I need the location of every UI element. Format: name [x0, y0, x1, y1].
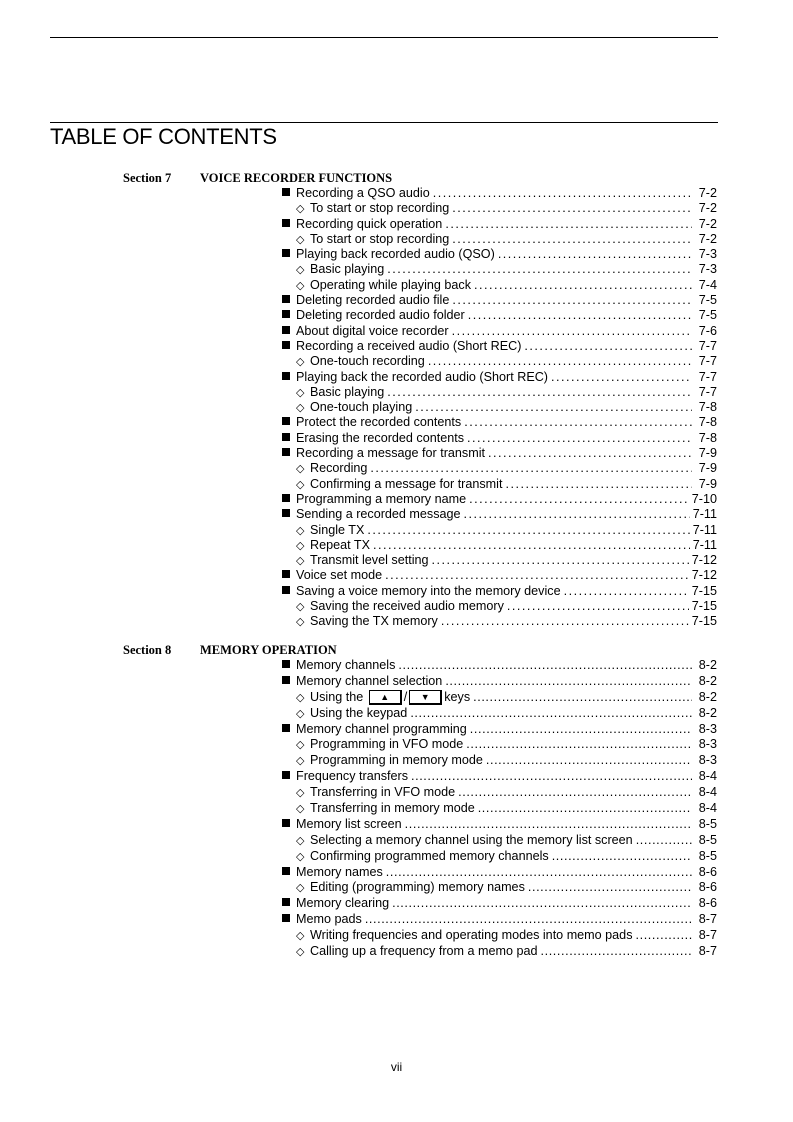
toc-entry-page: 7-7 — [698, 384, 717, 399]
toc-entry-page: 7-11 — [692, 522, 717, 537]
dot-leader — [524, 339, 692, 354]
toc-entry-label: Basic playing — [310, 384, 385, 399]
square-bullet-icon — [282, 186, 296, 201]
dot-leader — [385, 568, 689, 583]
toc-entry[interactable] — [282, 912, 717, 928]
section-8-name: MEMORY OPERATION — [200, 643, 337, 657]
square-bullet-icon — [282, 293, 296, 308]
diamond-bullet-icon — [282, 523, 310, 539]
toc-entry[interactable] — [282, 690, 717, 706]
toc-entry[interactable] — [282, 737, 717, 753]
dot-leader — [466, 737, 692, 753]
square-bullet-icon — [282, 308, 296, 323]
toc-entry[interactable] — [282, 278, 717, 293]
toc-entry[interactable] — [282, 461, 717, 476]
toc-entry-label: Deleting recorded audio file — [296, 293, 450, 308]
toc-entry-label: Memory channel selection — [296, 673, 443, 688]
toc-entry-page: 7-11 — [692, 537, 717, 552]
toc-entry-page: 7-5 — [698, 308, 717, 323]
dot-leader — [432, 553, 689, 568]
toc-entry-page: 8-4 — [698, 801, 717, 816]
key-separator: / — [403, 689, 408, 704]
square-bullet-icon — [282, 817, 296, 833]
dot-leader — [564, 584, 689, 599]
toc-entry-label — [310, 690, 470, 706]
toc-entry[interactable] — [282, 584, 717, 599]
toc-entry[interactable] — [282, 385, 717, 400]
toc-entry[interactable] — [282, 308, 717, 323]
diamond-bullet-icon — [282, 400, 310, 416]
toc-entry-label: Saving a voice memory into the memory device — [296, 583, 561, 598]
toc-entry-page: 8-2 — [698, 705, 717, 720]
toc-entry[interactable] — [282, 247, 717, 262]
toc-entry-page: 8-2 — [698, 689, 717, 704]
toc-entry[interactable] — [282, 568, 717, 583]
dot-leader — [468, 308, 692, 323]
toc-entry-label: Confirming a message for transmit — [310, 476, 503, 491]
dot-leader — [452, 232, 692, 247]
dot-leader — [478, 801, 692, 817]
toc-entry-label: One-touch playing — [310, 400, 413, 415]
toc-entry-page: 7-5 — [698, 293, 717, 308]
toc-entry[interactable] — [282, 769, 717, 785]
toc-entry[interactable] — [282, 599, 717, 614]
dot-leader — [428, 354, 692, 369]
toc-entry[interactable] — [282, 722, 717, 738]
diamond-bullet-icon — [282, 737, 310, 754]
toc-entry-page: 7-7 — [698, 354, 717, 369]
dot-leader — [411, 769, 692, 785]
dot-leader — [636, 928, 693, 944]
toc-entry[interactable] — [282, 817, 717, 833]
diamond-bullet-icon — [282, 538, 310, 554]
toc-entry[interactable] — [282, 324, 717, 339]
dot-leader — [473, 690, 692, 706]
square-bullet-icon — [282, 431, 296, 446]
toc-entry-page: 8-6 — [698, 896, 717, 911]
toc-entry-page: 7-8 — [698, 415, 717, 430]
diamond-bullet-icon — [282, 262, 310, 278]
dot-leader — [452, 324, 692, 339]
toc-entry[interactable] — [282, 217, 717, 232]
toc-entry[interactable] — [282, 446, 717, 461]
toc-entry-page: 8-7 — [698, 928, 717, 943]
dot-leader — [410, 706, 692, 722]
toc-entry-label: Recording a received audio (Short REC) — [296, 338, 522, 353]
down-key-icon: ▼ — [409, 690, 442, 705]
toc-entry-page: 8-3 — [698, 753, 717, 768]
toc-entry-label: Protect the recorded contents — [296, 415, 462, 430]
toc-entry-label: Frequency transfers — [296, 769, 408, 784]
dot-leader — [636, 833, 692, 849]
toc-entry-label: Erasing the recorded contents — [296, 430, 465, 445]
dot-leader — [445, 674, 692, 690]
dot-leader — [551, 370, 692, 385]
toc-entry-page: 8-2 — [698, 673, 717, 688]
diamond-bullet-icon — [282, 201, 310, 217]
dot-leader — [365, 912, 692, 928]
diamond-bullet-icon — [282, 477, 310, 493]
diamond-bullet-icon — [282, 706, 310, 723]
square-bullet-icon — [282, 507, 296, 522]
section-8-heading — [123, 643, 337, 658]
toc-entry-label: Saving the received audio memory — [310, 599, 504, 614]
toc-entry[interactable] — [282, 354, 717, 369]
title-rule — [50, 122, 718, 150]
section-8-number: Section 8 — [123, 643, 172, 657]
toc-entry-label: Editing (programming) memory names — [310, 880, 525, 895]
toc-entry-label: Deleting recorded audio folder — [296, 308, 465, 323]
toc-entry-page: 8-4 — [698, 769, 717, 784]
toc-entry-label: Saving the TX memory — [310, 614, 438, 629]
toc-entry[interactable] — [282, 614, 717, 629]
toc-entry[interactable] — [282, 370, 717, 385]
toc-entry-page: 7-6 — [698, 323, 717, 338]
toc-entry[interactable] — [282, 477, 717, 492]
square-bullet-icon — [282, 568, 296, 583]
toc-entry-label: Operating while playing back — [310, 277, 472, 292]
square-bullet-icon — [282, 370, 296, 385]
dot-leader — [552, 849, 692, 865]
toc-entry-label: Playing back the recorded audio (Short REC) — [296, 369, 549, 384]
diamond-bullet-icon — [282, 278, 310, 294]
toc-entry-label: Recording a QSO audio — [296, 186, 430, 200]
dot-leader — [505, 477, 692, 492]
dot-leader — [387, 262, 692, 277]
dot-leader — [386, 865, 692, 881]
toc-entry-page: 7-2 — [698, 186, 717, 200]
dot-leader — [441, 614, 689, 629]
toc-entry-label: Recording a message for transmit — [296, 446, 485, 461]
toc-entry[interactable] — [282, 865, 717, 881]
toc-entry[interactable] — [282, 706, 717, 722]
toc-entry-page: 7-9 — [698, 446, 717, 461]
diamond-bullet-icon — [282, 614, 310, 630]
dot-leader — [405, 817, 692, 833]
toc-entry-label: Single TX — [310, 522, 365, 537]
toc-entry[interactable] — [282, 753, 717, 769]
dot-leader — [387, 385, 692, 400]
toc-entry-label-text: keys — [444, 689, 471, 704]
toc-entry-label: Recording — [310, 461, 368, 476]
toc-entry-page: 8-6 — [698, 880, 717, 895]
square-bullet-icon — [282, 324, 296, 339]
toc-entry-label: Transferring in VFO mode — [310, 785, 456, 800]
toc-entry-page: 7-2 — [698, 201, 717, 216]
toc-entry-label: Memory channel programming — [296, 721, 467, 736]
section-7-entries — [282, 186, 717, 630]
toc-entry-label: To start or stop recording — [310, 231, 450, 246]
toc-entry-label-text: Using the — [310, 689, 364, 704]
toc-entry-label: Recording quick operation — [296, 216, 443, 231]
toc-entry-label: Memory names — [296, 864, 383, 879]
dot-leader — [488, 446, 692, 461]
dot-leader — [474, 278, 692, 293]
dot-leader — [452, 293, 692, 308]
toc-entry-label: Confirming programmed memory channels — [310, 848, 549, 863]
toc-entry[interactable] — [282, 674, 717, 690]
toc-entry-label: Writing frequencies and operating modes into memo pads — [310, 928, 633, 943]
dot-leader — [486, 753, 692, 769]
square-bullet-icon — [282, 584, 296, 599]
toc-entry-page: 7-12 — [691, 553, 717, 568]
dot-leader — [467, 431, 692, 446]
diamond-bullet-icon — [282, 599, 310, 615]
toc-entry[interactable] — [282, 849, 717, 865]
section-8-entries — [282, 658, 717, 960]
toc-entry[interactable] — [282, 492, 717, 507]
dot-leader — [445, 217, 692, 232]
page-title: TABLE OF CONTENTS — [50, 124, 277, 149]
diamond-bullet-icon — [282, 849, 310, 866]
toc-entry-page: 8-7 — [698, 912, 717, 927]
dot-leader — [398, 658, 692, 674]
toc-entry-label: Memory list screen — [296, 816, 402, 831]
dot-leader — [541, 944, 692, 960]
toc-entry-label: Programming a memory name — [296, 491, 467, 506]
toc-entry-page: 7-10 — [691, 491, 717, 506]
square-bullet-icon — [282, 674, 296, 690]
square-bullet-icon — [282, 446, 296, 461]
diamond-bullet-icon — [282, 354, 310, 370]
toc-entry-page: 7-11 — [692, 507, 717, 522]
toc-entry-page: 8-7 — [698, 944, 717, 959]
toc-entry[interactable] — [282, 293, 717, 308]
toc-entry-label: Programming in memory mode — [310, 753, 483, 768]
toc-entry-page: 7-12 — [691, 568, 717, 583]
dot-leader — [498, 247, 692, 262]
dot-leader — [415, 400, 692, 415]
toc-entry-page: 7-8 — [698, 430, 717, 445]
section-7-heading — [123, 171, 392, 186]
dot-leader — [528, 880, 692, 896]
toc-entry-page: 8-5 — [698, 832, 717, 847]
toc-entry-page: 8-5 — [698, 816, 717, 831]
toc-entry[interactable] — [282, 507, 717, 522]
toc-entry-label: Transmit level setting — [310, 553, 429, 568]
toc-entry-label: Using the keypad — [310, 705, 408, 720]
toc-entry[interactable] — [282, 262, 717, 277]
square-bullet-icon — [282, 492, 296, 507]
toc-entry-label: Voice set mode — [296, 568, 383, 583]
square-bullet-icon — [282, 722, 296, 738]
toc-entry-label: Playing back recorded audio (QSO) — [296, 247, 495, 262]
toc-entry-page: 7-3 — [698, 247, 717, 262]
toc-entry[interactable] — [282, 339, 717, 354]
toc-entry-label: Calling up a frequency from a memo pad — [310, 944, 538, 959]
dot-leader — [464, 507, 690, 522]
dot-leader — [452, 201, 692, 216]
toc-entry-page: 8-4 — [698, 785, 717, 800]
toc-entry-page: 7-9 — [698, 476, 717, 491]
toc-entry-label: Memory clearing — [296, 896, 390, 911]
toc-entry[interactable] — [282, 232, 717, 247]
square-bullet-icon — [282, 912, 296, 928]
toc-entry[interactable] — [282, 801, 717, 817]
diamond-bullet-icon — [282, 690, 310, 707]
diamond-bullet-icon — [282, 753, 310, 770]
toc-entry-label: One-touch recording — [310, 354, 425, 369]
dot-leader — [458, 785, 692, 801]
toc-entry[interactable] — [282, 186, 717, 201]
dot-leader — [433, 186, 692, 201]
toc-entry-label: Sending a recorded message — [296, 507, 461, 522]
square-bullet-icon — [282, 415, 296, 430]
diamond-bullet-icon — [282, 801, 310, 818]
toc-entry-page: 7-4 — [698, 277, 717, 292]
toc-entry-label: Transferring in memory mode — [310, 801, 475, 816]
toc-entry-page: 7-7 — [698, 338, 717, 353]
dot-leader — [370, 461, 692, 476]
toc-entry[interactable] — [282, 785, 717, 801]
toc-entry-label: Memo pads — [296, 912, 362, 927]
square-bullet-icon — [282, 896, 296, 912]
dot-leader — [392, 896, 692, 912]
toc-entry-page: 7-7 — [698, 369, 717, 384]
dot-leader — [373, 538, 690, 553]
toc-entry[interactable] — [282, 658, 717, 674]
toc-entry[interactable] — [282, 400, 717, 415]
toc-entry[interactable] — [282, 415, 717, 430]
toc-entry-label: Programming in VFO mode — [310, 737, 464, 752]
section-7-name: VOICE RECORDER FUNCTIONS — [200, 171, 393, 185]
toc-entry-page: 8-3 — [698, 737, 717, 752]
diamond-bullet-icon — [282, 385, 310, 401]
dot-leader — [469, 492, 689, 507]
dot-leader — [470, 722, 692, 738]
toc-entry[interactable] — [282, 431, 717, 446]
toc-entry-page: 7-3 — [698, 262, 717, 277]
toc-entry-page: 7-9 — [698, 461, 717, 476]
dot-leader — [367, 523, 689, 538]
toc-entry-label: About digital voice recorder — [296, 323, 449, 338]
diamond-bullet-icon — [282, 944, 310, 961]
toc-entry[interactable] — [282, 880, 717, 896]
up-key-icon: ▲ — [369, 690, 402, 705]
page-number: vii — [390, 1060, 403, 1074]
toc-entry-page: 7-15 — [691, 599, 717, 614]
dot-leader — [507, 599, 689, 614]
toc-entry-page: 7-15 — [691, 614, 717, 629]
toc-entry-label: Memory channels — [296, 658, 396, 672]
diamond-bullet-icon — [282, 461, 310, 477]
toc-entry-label: Selecting a memory channel using the memory list screen — [310, 832, 633, 847]
square-bullet-icon — [282, 339, 296, 354]
square-bullet-icon — [282, 769, 296, 785]
toc-entry-page: 7-2 — [698, 231, 717, 246]
top-rule — [50, 37, 718, 38]
square-bullet-icon — [282, 247, 296, 262]
toc-entry-page: 8-3 — [698, 721, 717, 736]
diamond-bullet-icon — [282, 880, 310, 897]
square-bullet-icon — [282, 865, 296, 881]
toc-entry[interactable] — [282, 833, 717, 849]
toc-entry[interactable] — [282, 523, 717, 538]
toc-entry[interactable] — [282, 928, 717, 944]
toc-entry[interactable] — [282, 553, 717, 568]
diamond-bullet-icon — [282, 833, 310, 850]
diamond-bullet-icon — [282, 928, 310, 945]
toc-entry[interactable] — [282, 201, 717, 216]
toc-entry[interactable] — [282, 944, 717, 960]
toc-entry-label: Basic playing — [310, 262, 385, 277]
toc-entry-page: 7-15 — [691, 583, 717, 598]
toc-entry-page: 7-2 — [698, 216, 717, 231]
toc-entry-label: Repeat TX — [310, 537, 370, 552]
diamond-bullet-icon — [282, 553, 310, 569]
section-7-number: Section 7 — [123, 171, 172, 185]
toc-entry[interactable] — [282, 538, 717, 553]
toc-entry-page: 8-2 — [698, 658, 717, 672]
diamond-bullet-icon — [282, 785, 310, 802]
square-bullet-icon — [282, 658, 296, 674]
toc-entry[interactable] — [282, 896, 717, 912]
dot-leader — [464, 415, 692, 430]
square-bullet-icon — [282, 217, 296, 232]
toc-entry-page: 8-6 — [698, 864, 717, 879]
toc-entry-page: 8-5 — [698, 848, 717, 863]
toc-entry-label: To start or stop recording — [310, 201, 450, 216]
toc-entry-page: 7-8 — [698, 400, 717, 415]
diamond-bullet-icon — [282, 232, 310, 248]
